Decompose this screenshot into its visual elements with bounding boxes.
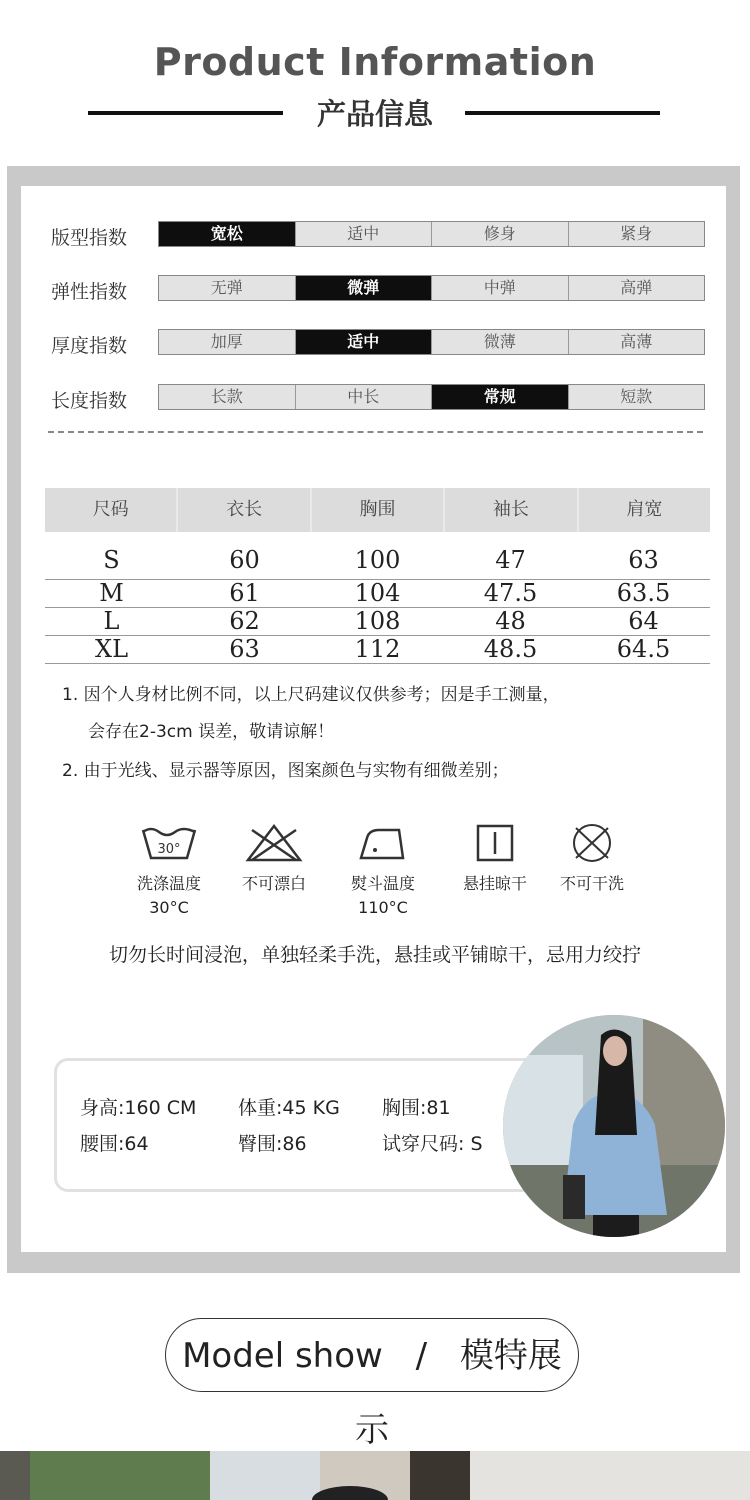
care-label: 洗涤温度 30°C (136, 874, 201, 917)
index-option: 常规 (432, 385, 569, 409)
page-title-cn: 产品信息 (316, 97, 433, 131)
model-size: 试穿尺码: S (382, 1133, 483, 1155)
index-option: 微薄 (432, 330, 569, 354)
index-option: 适中 (296, 330, 433, 354)
index-option: 中长 (296, 385, 433, 409)
table-row (45, 580, 710, 608)
care-item-hang (440, 822, 550, 896)
size-table-header (45, 488, 710, 532)
index-label-elasticity: 弹性指数 (51, 281, 128, 303)
index-option: 修身 (432, 222, 569, 246)
care-item-bleach (219, 822, 329, 896)
model-show-en: Model show (182, 1336, 383, 1376)
table-cell: 63.5 (616, 579, 671, 607)
no-bleach-icon (244, 822, 304, 864)
title-rule-right (465, 111, 660, 115)
model-show-cn: 模特展示 (355, 1336, 562, 1450)
care-item-dryclean (537, 822, 647, 896)
model-height: 身高:160 CM (80, 1097, 197, 1119)
wash-instruction: 切勿长时间浸泡，单独轻柔手洗，悬挂或平铺晾干，忌用力绞拧 (108, 944, 641, 966)
table-cell: 63 (628, 546, 659, 574)
table-cell: 104 (354, 579, 401, 607)
table-row (45, 636, 710, 664)
page-title-en: Product Information (153, 40, 597, 84)
size-table-col-header: 胸围 (312, 488, 445, 532)
table-cell: M (99, 579, 124, 607)
model-show-photo (0, 1451, 750, 1500)
index-row-thickness (158, 329, 705, 355)
wash-30-icon (139, 822, 199, 864)
care-label: 熨斗温度 110°C (350, 874, 415, 917)
index-option: 高弹 (569, 276, 705, 300)
dashed-divider (48, 431, 703, 433)
note-line-1b: 会存在2-3cm 误差，敬请谅解！ (88, 722, 335, 742)
index-option: 无弹 (159, 276, 296, 300)
index-option: 加厚 (159, 330, 296, 354)
care-label: 悬挂晾干 (462, 874, 527, 893)
size-table-col-header: 袖长 (445, 488, 578, 532)
model-chest: 胸围:81 (382, 1097, 451, 1119)
model-show-separator: / (415, 1336, 428, 1376)
size-table-col-header: 肩宽 (626, 499, 663, 520)
table-cell: L (103, 607, 120, 635)
index-option: 中弹 (432, 276, 569, 300)
care-item-iron (328, 822, 438, 920)
note-line-2: 2. 由于光线、显示器等原因，图案颜色与实物有细微差别； (62, 761, 509, 781)
index-row-fit (158, 221, 705, 247)
care-item-wash (114, 822, 224, 920)
table-row (45, 608, 710, 636)
table-cell: 100 (354, 546, 401, 574)
model-photo-illustration (503, 1015, 725, 1237)
table-cell: S (103, 546, 120, 574)
table-cell: 47.5 (483, 579, 538, 607)
index-option: 短款 (569, 385, 705, 409)
table-cell: XL (94, 635, 129, 663)
table-cell: 61 (229, 579, 260, 607)
table-cell: 108 (354, 607, 401, 635)
table-cell: 112 (354, 635, 401, 663)
index-label-thickness: 厚度指数 (51, 335, 128, 357)
table-cell: 47 (495, 546, 526, 574)
table-cell: 64 (628, 607, 659, 635)
index-row-length (158, 384, 705, 410)
care-label: 不可漂白 (241, 874, 306, 893)
model-photo (503, 1015, 725, 1237)
index-label-length: 长度指数 (51, 390, 128, 412)
model-show-photo-illustration (0, 1451, 750, 1500)
index-option: 适中 (296, 222, 433, 246)
size-table-col-header: 尺码 (45, 488, 178, 532)
iron-110-icon (353, 822, 413, 864)
model-measurements-box (54, 1058, 580, 1192)
table-cell: 48.5 (483, 635, 538, 663)
size-table-col-header: 衣长 (178, 488, 311, 532)
index-option: 长款 (159, 385, 296, 409)
model-hip: 臀围:86 (238, 1133, 307, 1155)
model-show-heading (165, 1318, 579, 1450)
model-weight: 体重:45 KG (238, 1097, 340, 1119)
table-cell: 60 (229, 546, 260, 574)
index-option: 紧身 (569, 222, 705, 246)
index-option: 微弹 (296, 276, 433, 300)
model-waist: 腰围:64 (80, 1133, 149, 1155)
hang-dry-icon (465, 822, 525, 864)
table-row (45, 542, 710, 580)
table-cell: 62 (229, 607, 260, 635)
index-option: 高薄 (569, 330, 705, 354)
table-cell: 48 (495, 607, 526, 635)
index-label-fit: 版型指数 (51, 227, 128, 249)
care-label: 不可干洗 (559, 874, 624, 893)
wash-temp-badge: 30° (157, 842, 181, 857)
index-row-elasticity (158, 275, 705, 301)
no-tumble-dry-icon (562, 822, 622, 864)
index-option: 宽松 (159, 222, 296, 246)
table-cell: 64.5 (616, 635, 671, 663)
table-cell: 63 (229, 635, 260, 663)
note-line-1: 1. 因个人身材比例不同，以上尺码建议仅供参考；因是手工测量， (62, 685, 560, 705)
